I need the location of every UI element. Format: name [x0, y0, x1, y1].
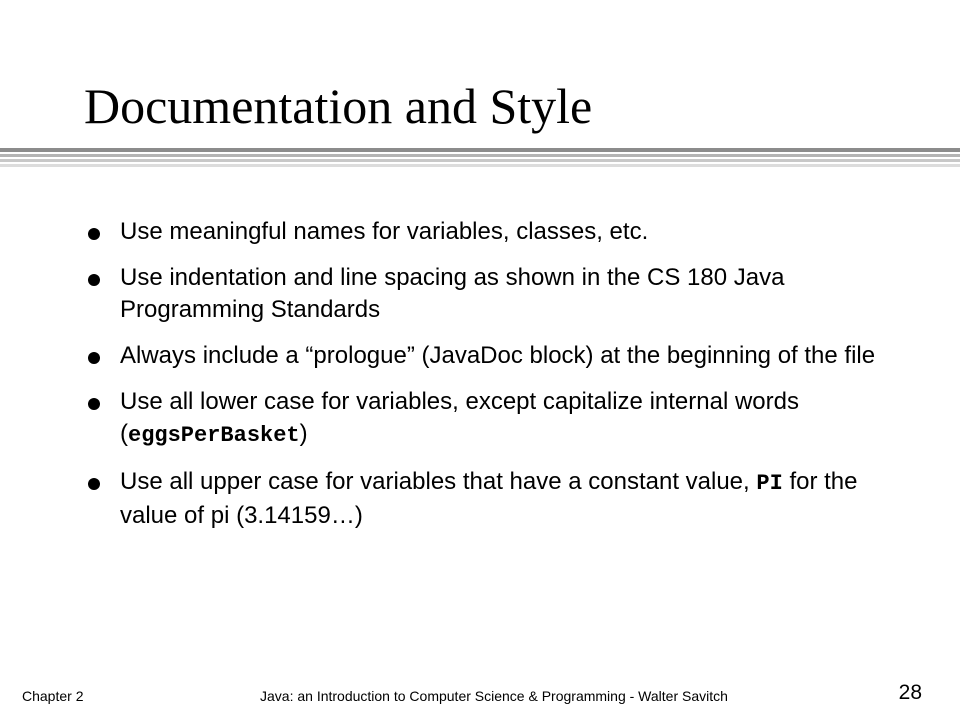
- bullet-item: [84, 340, 884, 372]
- title-divider: [0, 148, 960, 168]
- bullet-text: Use all lower case for variables, except capitalize internal words (: [120, 388, 799, 447]
- bullet-dot-icon: [88, 398, 100, 410]
- bullet-list: [84, 216, 884, 546]
- bullet-text: Use meaningful names for variables, classes, etc.: [120, 218, 649, 245]
- bullet-dot-icon: [88, 478, 100, 490]
- code-identifier: eggsPerBasket: [128, 423, 300, 448]
- bullet-item: [84, 386, 884, 452]
- bullet-text: Use all upper case for variables that have a constant value,: [120, 468, 757, 495]
- code-identifier: PI: [756, 471, 783, 496]
- page-number: 28: [898, 681, 922, 704]
- bullet-text: Always include a “prologue” (JavaDoc block) at the beginning of the file: [120, 342, 876, 369]
- bullet-dot-icon: [88, 274, 100, 286]
- footer-chapter: Chapter 2: [22, 688, 84, 704]
- bullet-item: [84, 216, 884, 248]
- bullet-text: ): [299, 420, 308, 447]
- slide-title: Documentation and Style: [84, 78, 593, 134]
- bullet-item: [84, 466, 884, 532]
- bullet-item: [84, 262, 884, 326]
- bullet-dot-icon: [88, 228, 100, 240]
- bullet-dot-icon: [88, 352, 100, 364]
- bullet-text: for the value of pi (3.14159…): [120, 468, 858, 529]
- bullet-text: Use indentation and line spacing as shown in the CS 180 Java Programming Standards: [120, 264, 785, 323]
- footer-book-title: Java: an Introduction to Computer Science & Programming - Walter Savitch: [260, 688, 728, 704]
